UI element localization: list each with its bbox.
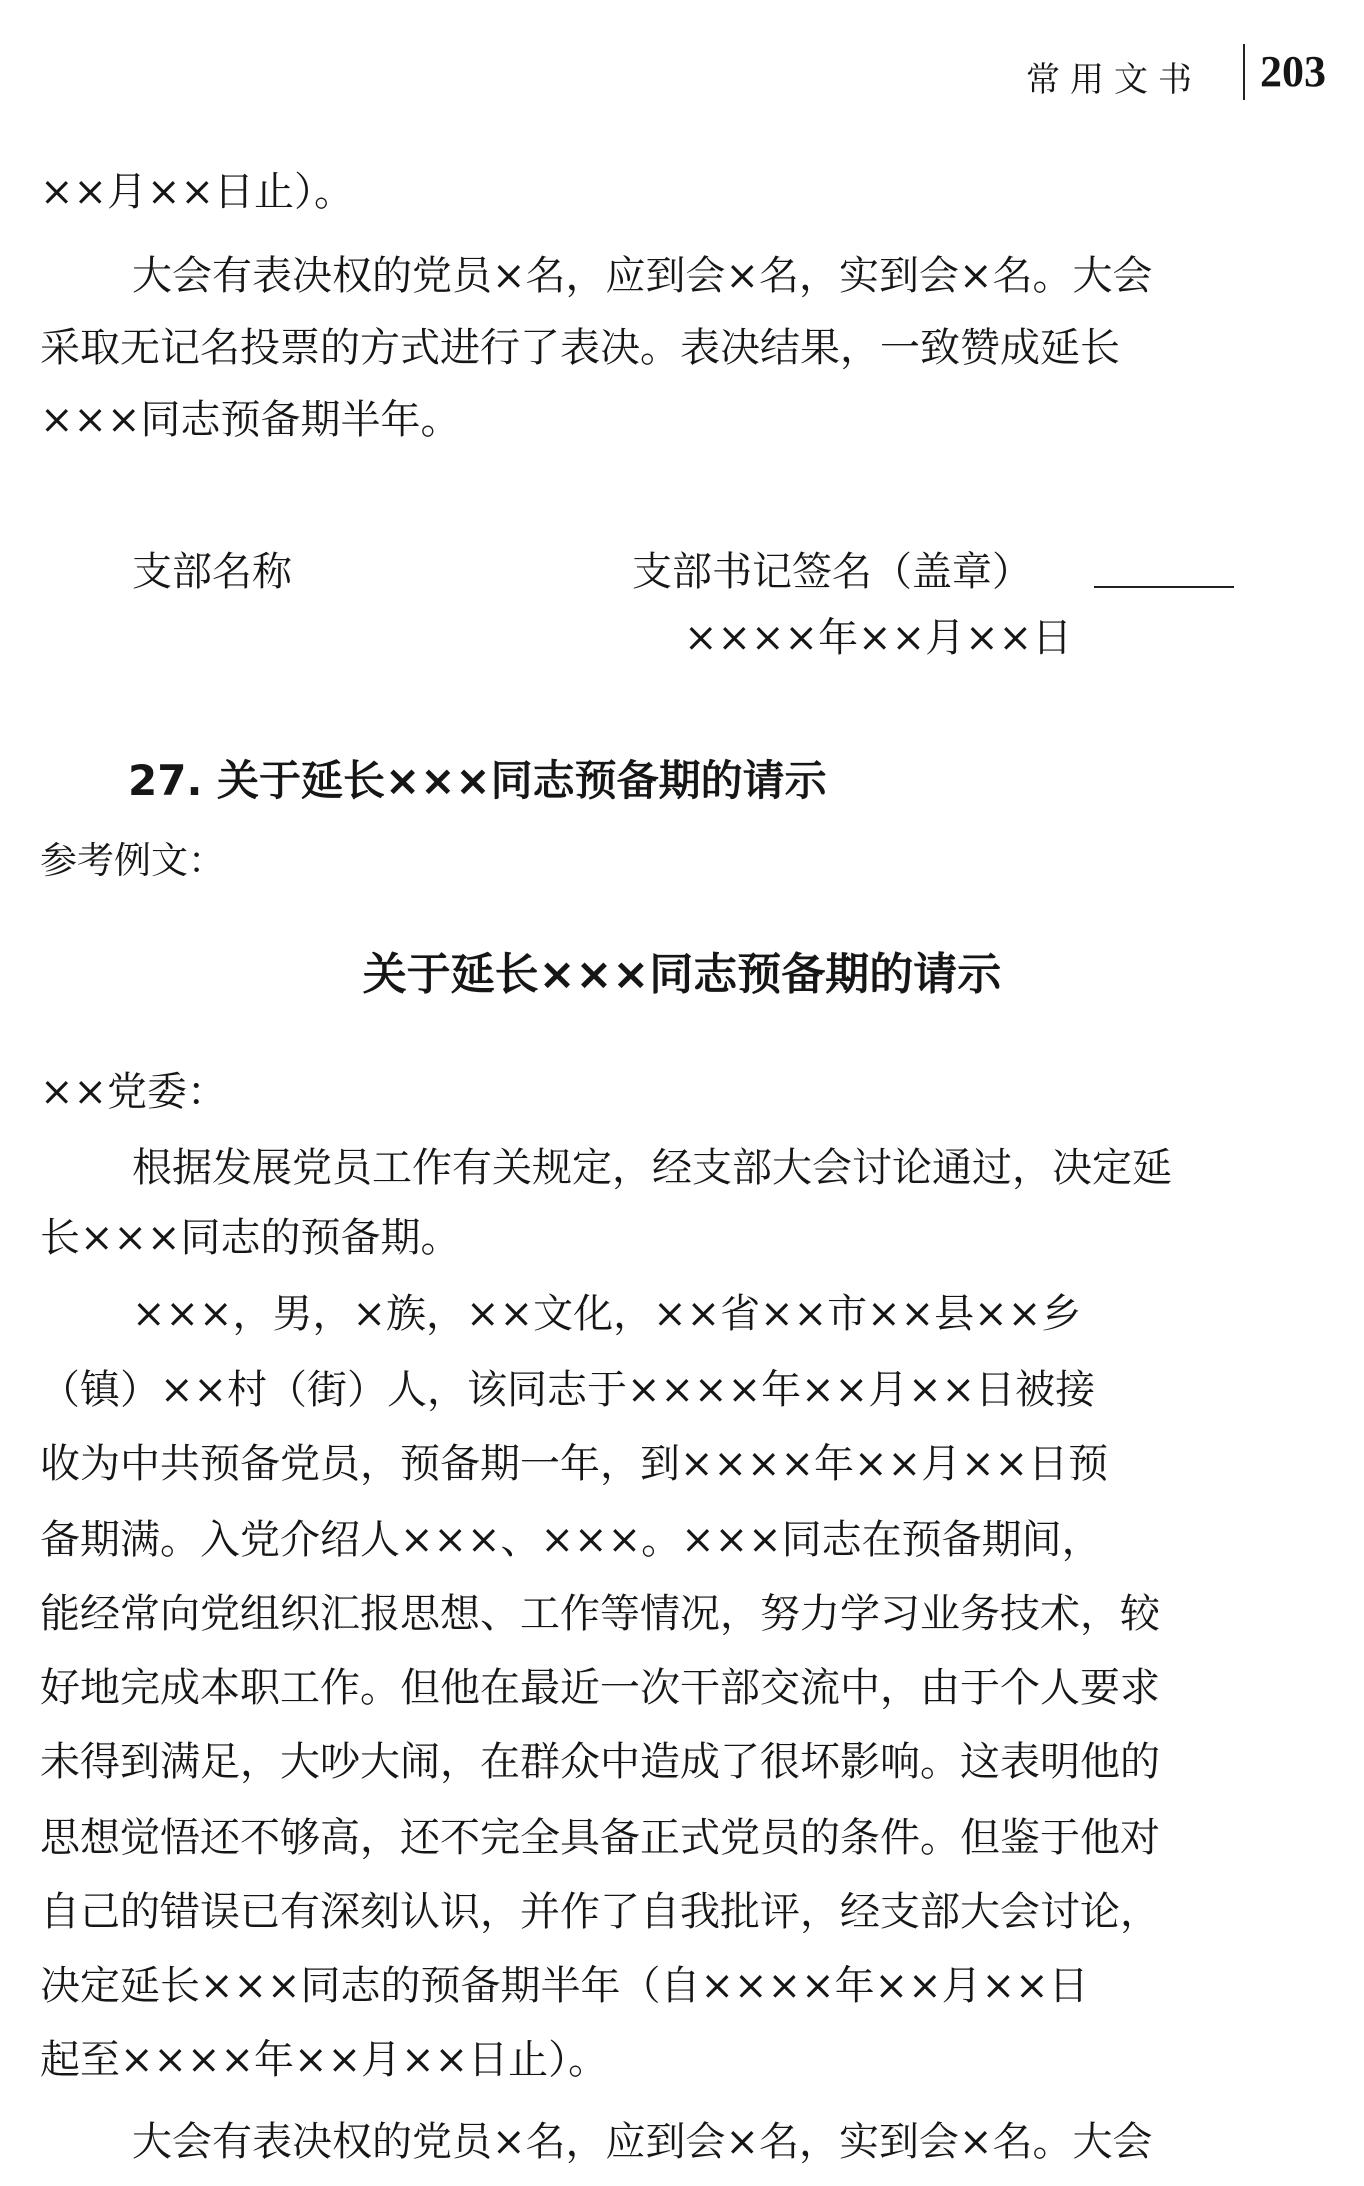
section-heading: 27. 关于延长×××同志预备期的请示 bbox=[128, 756, 827, 805]
text-line: 未得到满足，大吵大闹，在群众中造成了很坏影响。这表明他的 bbox=[40, 1739, 1160, 1785]
text-line: 大会有表决权的党员×名，应到会×名，实到会×名。大会 bbox=[132, 2119, 1153, 2165]
reference-label: 参考例文： bbox=[40, 839, 225, 882]
text-line: 备期满。入党介绍人×××、×××。×××同志在预备期间， bbox=[40, 1517, 1102, 1563]
secretary-sign-label: 支部书记签名（盖章） bbox=[632, 549, 1032, 595]
text-line: ××月××日止）。 bbox=[40, 169, 355, 215]
header-divider bbox=[1243, 44, 1245, 100]
text-line: 长×××同志的预备期。 bbox=[40, 1215, 461, 1261]
signature-line bbox=[1094, 586, 1234, 588]
page-number: 203 bbox=[1260, 47, 1326, 96]
text-line: 决定延长×××同志的预备期半年（自××××年××月××日 bbox=[40, 1963, 1089, 2009]
document-title: 关于延长×××同志预备期的请示 bbox=[362, 949, 1002, 1000]
text-line: 能经常向党组织汇报思想、工作等情况，努力学习业务技术，较 bbox=[40, 1591, 1160, 1637]
text-line: 采取无记名投票的方式进行了表决。表决结果，一致赞成延长 bbox=[40, 325, 1120, 371]
text-line: 起至××××年××月××日止）。 bbox=[40, 2037, 609, 2083]
text-line: 自己的错误已有深刻认识，并作了自我批评，经支部大会讨论， bbox=[40, 1889, 1160, 1935]
branch-name-label: 支部名称 bbox=[132, 549, 292, 595]
text-line: ×××同志预备期半年。 bbox=[40, 397, 461, 443]
text-line: ×××，男，×族，××文化，××省××市××县××乡 bbox=[132, 1291, 1082, 1337]
text-line: 收为中共预备党员，预备期一年，到××××年××月××日预 bbox=[40, 1441, 1109, 1487]
text-line: 好地完成本职工作。但他在最近一次干部交流中，由于个人要求 bbox=[40, 1665, 1160, 1711]
text-line: （镇）××村（街）人，该同志于××××年××月××日被接 bbox=[40, 1367, 1096, 1413]
text-line: 思想觉悟还不够高，还不完全具备正式党员的条件。但鉴于他对 bbox=[40, 1815, 1160, 1861]
text-line: 大会有表决权的党员×名，应到会×名，实到会×名。大会 bbox=[132, 253, 1153, 299]
header-section-title: 常用文书 bbox=[1026, 60, 1202, 100]
addressee: ××党委： bbox=[40, 1069, 228, 1115]
signature-date: ××××年××月××日 bbox=[684, 615, 1073, 661]
text-line: 根据发展党员工作有关规定，经支部大会讨论通过，决定延 bbox=[132, 1145, 1172, 1191]
